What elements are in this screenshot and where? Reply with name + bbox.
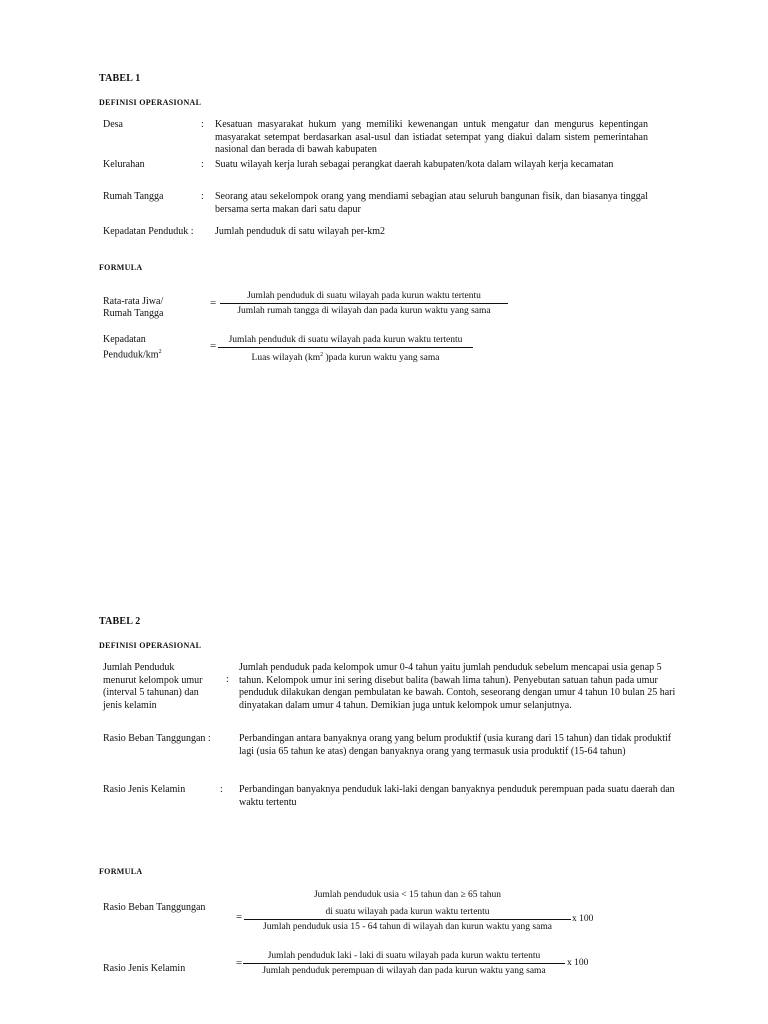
denominator: Jumlah penduduk perempuan di wilayah dan pada kurun waktu yang sama xyxy=(262,966,546,976)
definition-rasio-jenis-kelamin: Perbandingan banyaknya penduduk laki-laki dengan banyaknya penduduk perempuan pada suatu daerah dan waktu tertentu xyxy=(239,784,675,808)
formula-label-line2: Rumah Tangga xyxy=(103,308,164,319)
multiplier: x 100 xyxy=(567,958,589,968)
definition-kepadatan-penduduk: Jumlah penduduk di satu wilayah per-km2 xyxy=(215,226,386,237)
formula-label-rasio-jenis-kelamin: Rasio Jenis Kelamin xyxy=(103,963,186,974)
formula-label-line2: Penduduk/$km^2$ xyxy=(103,349,162,361)
term-kelurahan: Kelurahan xyxy=(103,159,145,170)
definition-jumlah-penduduk: Jumlah penduduk pada kelompok umur 0-4 tahun yaitu jumlah penduduk sebelum mencapai usia genap 5 tahun. Kelompok umur ini sering disebut balita (bawah lima tahun). Penyebutan satuan tahun pada umur penduduk dilakukan dengan pembulatan ke bawah. Contoh, seseorang dengan umur 4 tahun 10 bulan 25 hari dinyatakan dalam umur 4 tahun. Demikian juga untuk kelompok umur selanjutnya. xyxy=(239,662,676,711)
numerator: Jumlah penduduk di suatu wilayah pada kurun waktu tertentu xyxy=(228,335,463,345)
term-desa: Desa xyxy=(103,119,123,130)
definition-desa: Kesatuan masyarakat hukum yang memiliki kewenangan untuk mengatur dan mengurus kepentingan masyarakat setempat berdasarkan asal-usul dan istiadat setempat yang diakui dalam sistem pemerintahan nasional dan berada di bawah kabupaten xyxy=(215,119,648,155)
definition-rumah-tangga: Seorang atau sekelompok orang yang mendiami sebagian atau seluruh bangunan fisik, dan biasanya tinggal bersama serta makan dari satu dapur xyxy=(215,191,648,215)
table1-definition-heading: DEFINISI OPERASIONAL xyxy=(99,98,202,107)
fraction-rasio-jenis-kelamin xyxy=(243,950,565,977)
colon: : xyxy=(226,674,229,685)
fraction-kepadatan xyxy=(218,334,473,364)
term-kepadatan-penduduk: Kepadatan Penduduk : xyxy=(103,226,194,237)
definition-kelurahan: Suatu wilayah kerja lurah sebagai perangkat daerah kabupaten/kota dalam wilayah kerja kecamatan xyxy=(215,159,614,170)
colon: : xyxy=(201,119,204,130)
colon: : xyxy=(220,784,223,795)
fraction-bar xyxy=(243,963,565,964)
definition-rasio-beban-tanggungan: Perbandingan antara banyaknya orang yang belum produktif (usia kurang dari 15 tahun) dan tidak produktif lagi (usia 65 tahun ke atas) dengan banyaknya orang yang termasuk usia produktif (15-64 tahun) xyxy=(239,733,672,757)
equals-sign: = xyxy=(236,911,243,923)
denominator: Jumlah rumah tangga di wilayah dan pada kurun waktu yang sama xyxy=(237,306,491,316)
multiplier: x 100 xyxy=(572,914,594,924)
term-rasio-beban-tanggungan: Rasio Beban Tanggungan : xyxy=(103,733,211,744)
term-rumah-tangga: Rumah Tangga xyxy=(103,191,164,202)
table1-formula-heading: FORMULA xyxy=(99,263,143,272)
table2-formula-heading: FORMULA xyxy=(99,867,143,876)
fraction-bar xyxy=(244,919,571,920)
formula-label-line1: Rata-rata Jiwa/ xyxy=(103,296,164,307)
fraction-bar xyxy=(220,303,508,304)
formula-label-line1: Kepadatan xyxy=(103,334,146,345)
numerator-line1: Jumlah penduduk usia < 15 tahun dan ≥ 65 tahun xyxy=(313,890,502,900)
fraction-bar xyxy=(218,347,473,348)
table1-title: TABEL 1 xyxy=(99,73,141,84)
table2-title: TABEL 2 xyxy=(99,616,141,627)
equals-sign: = xyxy=(236,957,243,969)
numerator: Jumlah penduduk laki - laki di suatu wilayah pada kurun waktu tertentu xyxy=(267,951,541,961)
equals-sign: = xyxy=(210,297,217,309)
denominator: Luas wilayah ($km^2$ )pada kurun waktu yang sama xyxy=(251,352,440,364)
term-rasio-jenis-kelamin: Rasio Jenis Kelamin xyxy=(103,784,186,795)
fraction-rasio-beban xyxy=(244,889,571,933)
formula-label-rasio-beban: Rasio Beban Tanggungan xyxy=(103,902,206,913)
numerator-line2: di suatu wilayah pada kurun waktu tertentu xyxy=(325,907,490,917)
numerator: Jumlah penduduk di suatu wilayah pada kurun waktu tertentu xyxy=(247,291,481,301)
table2-definition-heading: DEFINISI OPERASIONAL xyxy=(99,641,202,650)
fraction-rata-rata-jiwa xyxy=(220,290,508,317)
equals-sign: = xyxy=(210,340,217,352)
colon: : xyxy=(201,191,204,202)
colon: : xyxy=(201,159,204,170)
denominator: Jumlah penduduk usia 15 - 64 tahun di wilayah dan kurun waktu yang sama xyxy=(263,922,552,932)
term-jumlah-penduduk: Jumlah Penduduk menurut kelompok umur (interval 5 tahunan) dan jenis kelamin xyxy=(103,662,203,711)
